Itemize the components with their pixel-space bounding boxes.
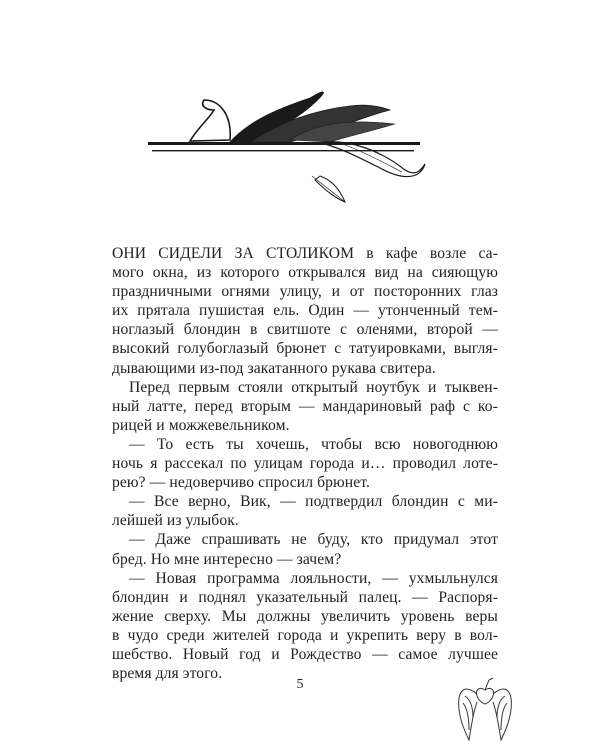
body-text xyxy=(112,244,498,683)
text-line: бред. Но мне интересно — зачем? xyxy=(112,550,342,568)
text-line: — Новая программа лояльности, — ухмыльнулся xyxy=(129,569,498,587)
text-line: ноглазый блондин в свитшоте с оленями, второй — xyxy=(112,321,498,339)
text-line: рицей и можжевельником. xyxy=(112,416,290,434)
text-line: высокий голубоглазый брюнет с татуировками, выгля- xyxy=(112,340,498,358)
text-line: — Все верно, Вик, — подтвердил блондин с ми- xyxy=(129,493,498,511)
text-line: ночь я рассекал по улицам города и… проводил лоте- xyxy=(112,455,498,473)
text-line: праздничными огнями улицу, и от посторонних глаз xyxy=(112,283,498,301)
text-line: ный латте, перед вторым — мандариновый раф с ко- xyxy=(112,397,498,415)
winged-heart-icon xyxy=(455,668,515,743)
feather-ornament-icon xyxy=(140,80,470,210)
text-line: время для этого. xyxy=(112,665,223,683)
text-line: их прятала пушистая ель. Один — утонченный тем- xyxy=(112,302,498,320)
text-line: лейшей из улыбок. xyxy=(112,512,239,530)
text-line: дывающими из-под закатанного рукава свитера. xyxy=(112,359,436,377)
text-line: шебство. Новый год и Рождество — самое лучшее xyxy=(112,645,498,663)
text-line: мого окна, из которого открывался вид на сияющую xyxy=(112,264,498,282)
text-line: рею? — недоверчиво спросил брюнет. xyxy=(112,474,370,492)
page-number: 5 xyxy=(296,677,304,692)
text-line: ОНИ СИДЕЛИ ЗА СТОЛИКОМ в кафе возле са- xyxy=(112,245,498,262)
text-line: — То есть ты хочешь, чтобы всю новогоднюю xyxy=(129,435,498,453)
text-line: жение сверху. Мы должны увеличить уровень веры xyxy=(112,607,498,625)
text-line: — Даже спрашивать не буду, кто придумал этот xyxy=(129,531,498,549)
text-line: блондин и поднял указательный палец. — Распоря- xyxy=(112,588,498,606)
text-line: Перед первым стояли открытый ноутбук и тыквен- xyxy=(129,378,498,396)
text-line: в чудо среди жителей города и укрепить веру в вол- xyxy=(112,626,498,644)
